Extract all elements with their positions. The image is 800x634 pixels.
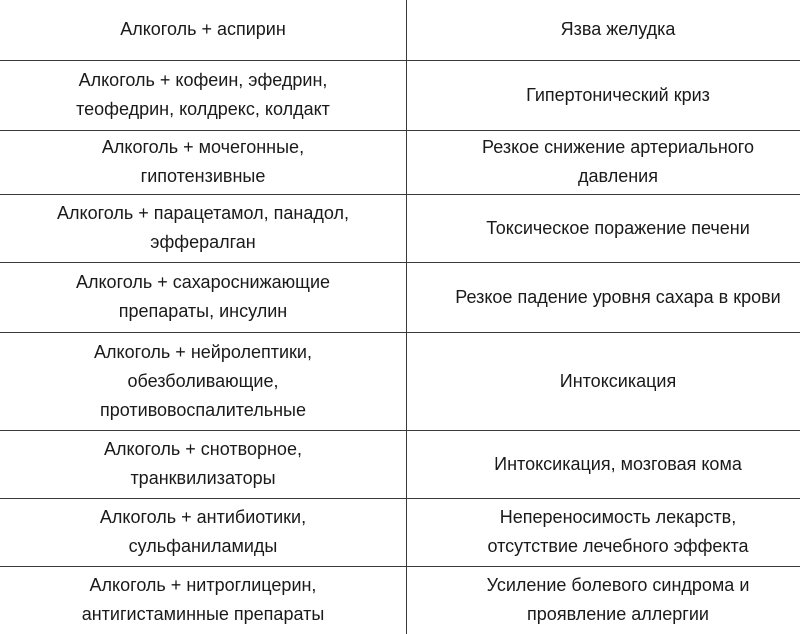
effect-cell bbox=[407, 60, 800, 130]
table-row bbox=[0, 60, 800, 130]
effect-text: Язва желудка bbox=[560, 19, 676, 40]
effect-cell bbox=[407, 0, 800, 60]
effect-text: Интоксикация, мозговая кома bbox=[494, 453, 742, 474]
table-row bbox=[0, 262, 800, 332]
combination-cell bbox=[0, 566, 407, 634]
combination-cell bbox=[0, 0, 407, 60]
combination-text: Алкоголь + мочегонные, гипотензивные bbox=[101, 137, 305, 186]
combination-text: Алкоголь + кофеин, эфедрин, теофедрин, колдрекс, колдакт bbox=[76, 70, 330, 119]
effect-text: Гипертонический криз bbox=[526, 84, 710, 105]
combination-text: Алкоголь + аспирин bbox=[120, 19, 286, 40]
effect-cell bbox=[407, 566, 800, 634]
table-row bbox=[0, 566, 800, 634]
combination-text: Алкоголь + нейролептики, обезболивающие, противовоспалительные bbox=[94, 341, 312, 420]
combination-cell bbox=[0, 430, 407, 498]
combination-cell bbox=[0, 130, 407, 194]
combination-text: Алкоголь + антибиотики, сульфаниламиды bbox=[99, 507, 307, 556]
table-row bbox=[0, 332, 800, 430]
effect-cell bbox=[407, 430, 800, 498]
combination-text: Алкоголь + снотворное, транквилизаторы bbox=[104, 439, 302, 488]
combination-cell bbox=[0, 332, 407, 430]
effect-text: Интоксикация bbox=[559, 370, 677, 391]
table-row bbox=[0, 430, 800, 498]
table-row bbox=[0, 194, 800, 262]
effect-text: Резкое падение уровня сахара в крови bbox=[455, 286, 781, 307]
effect-text: Непереносимость лекарств, отсутствие лечебного эффекта bbox=[487, 507, 749, 556]
effect-cell bbox=[407, 194, 800, 262]
combination-text: Алкоголь + сахароснижающие препараты, инсулин bbox=[75, 272, 331, 321]
effect-text: Резкое снижение артериального давления bbox=[481, 137, 754, 186]
combination-text: Алкоголь + парацетамол, панадол, эффералган bbox=[57, 203, 349, 252]
effect-cell bbox=[407, 262, 800, 332]
combination-cell bbox=[0, 60, 407, 130]
combination-cell bbox=[0, 194, 407, 262]
table-row bbox=[0, 0, 800, 60]
combination-text: Алкоголь + нитроглицерин, антигистаминные препараты bbox=[81, 575, 325, 625]
effect-cell bbox=[407, 332, 800, 430]
combination-cell bbox=[0, 262, 407, 332]
effect-text: Токсическое поражение печени bbox=[486, 217, 750, 238]
table-row bbox=[0, 498, 800, 566]
combination-cell bbox=[0, 498, 407, 566]
effect-text: Усиление болевого синдрома и проявление аллергии bbox=[486, 575, 750, 625]
table-row bbox=[0, 130, 800, 194]
effect-cell bbox=[407, 130, 800, 194]
effect-cell bbox=[407, 498, 800, 566]
